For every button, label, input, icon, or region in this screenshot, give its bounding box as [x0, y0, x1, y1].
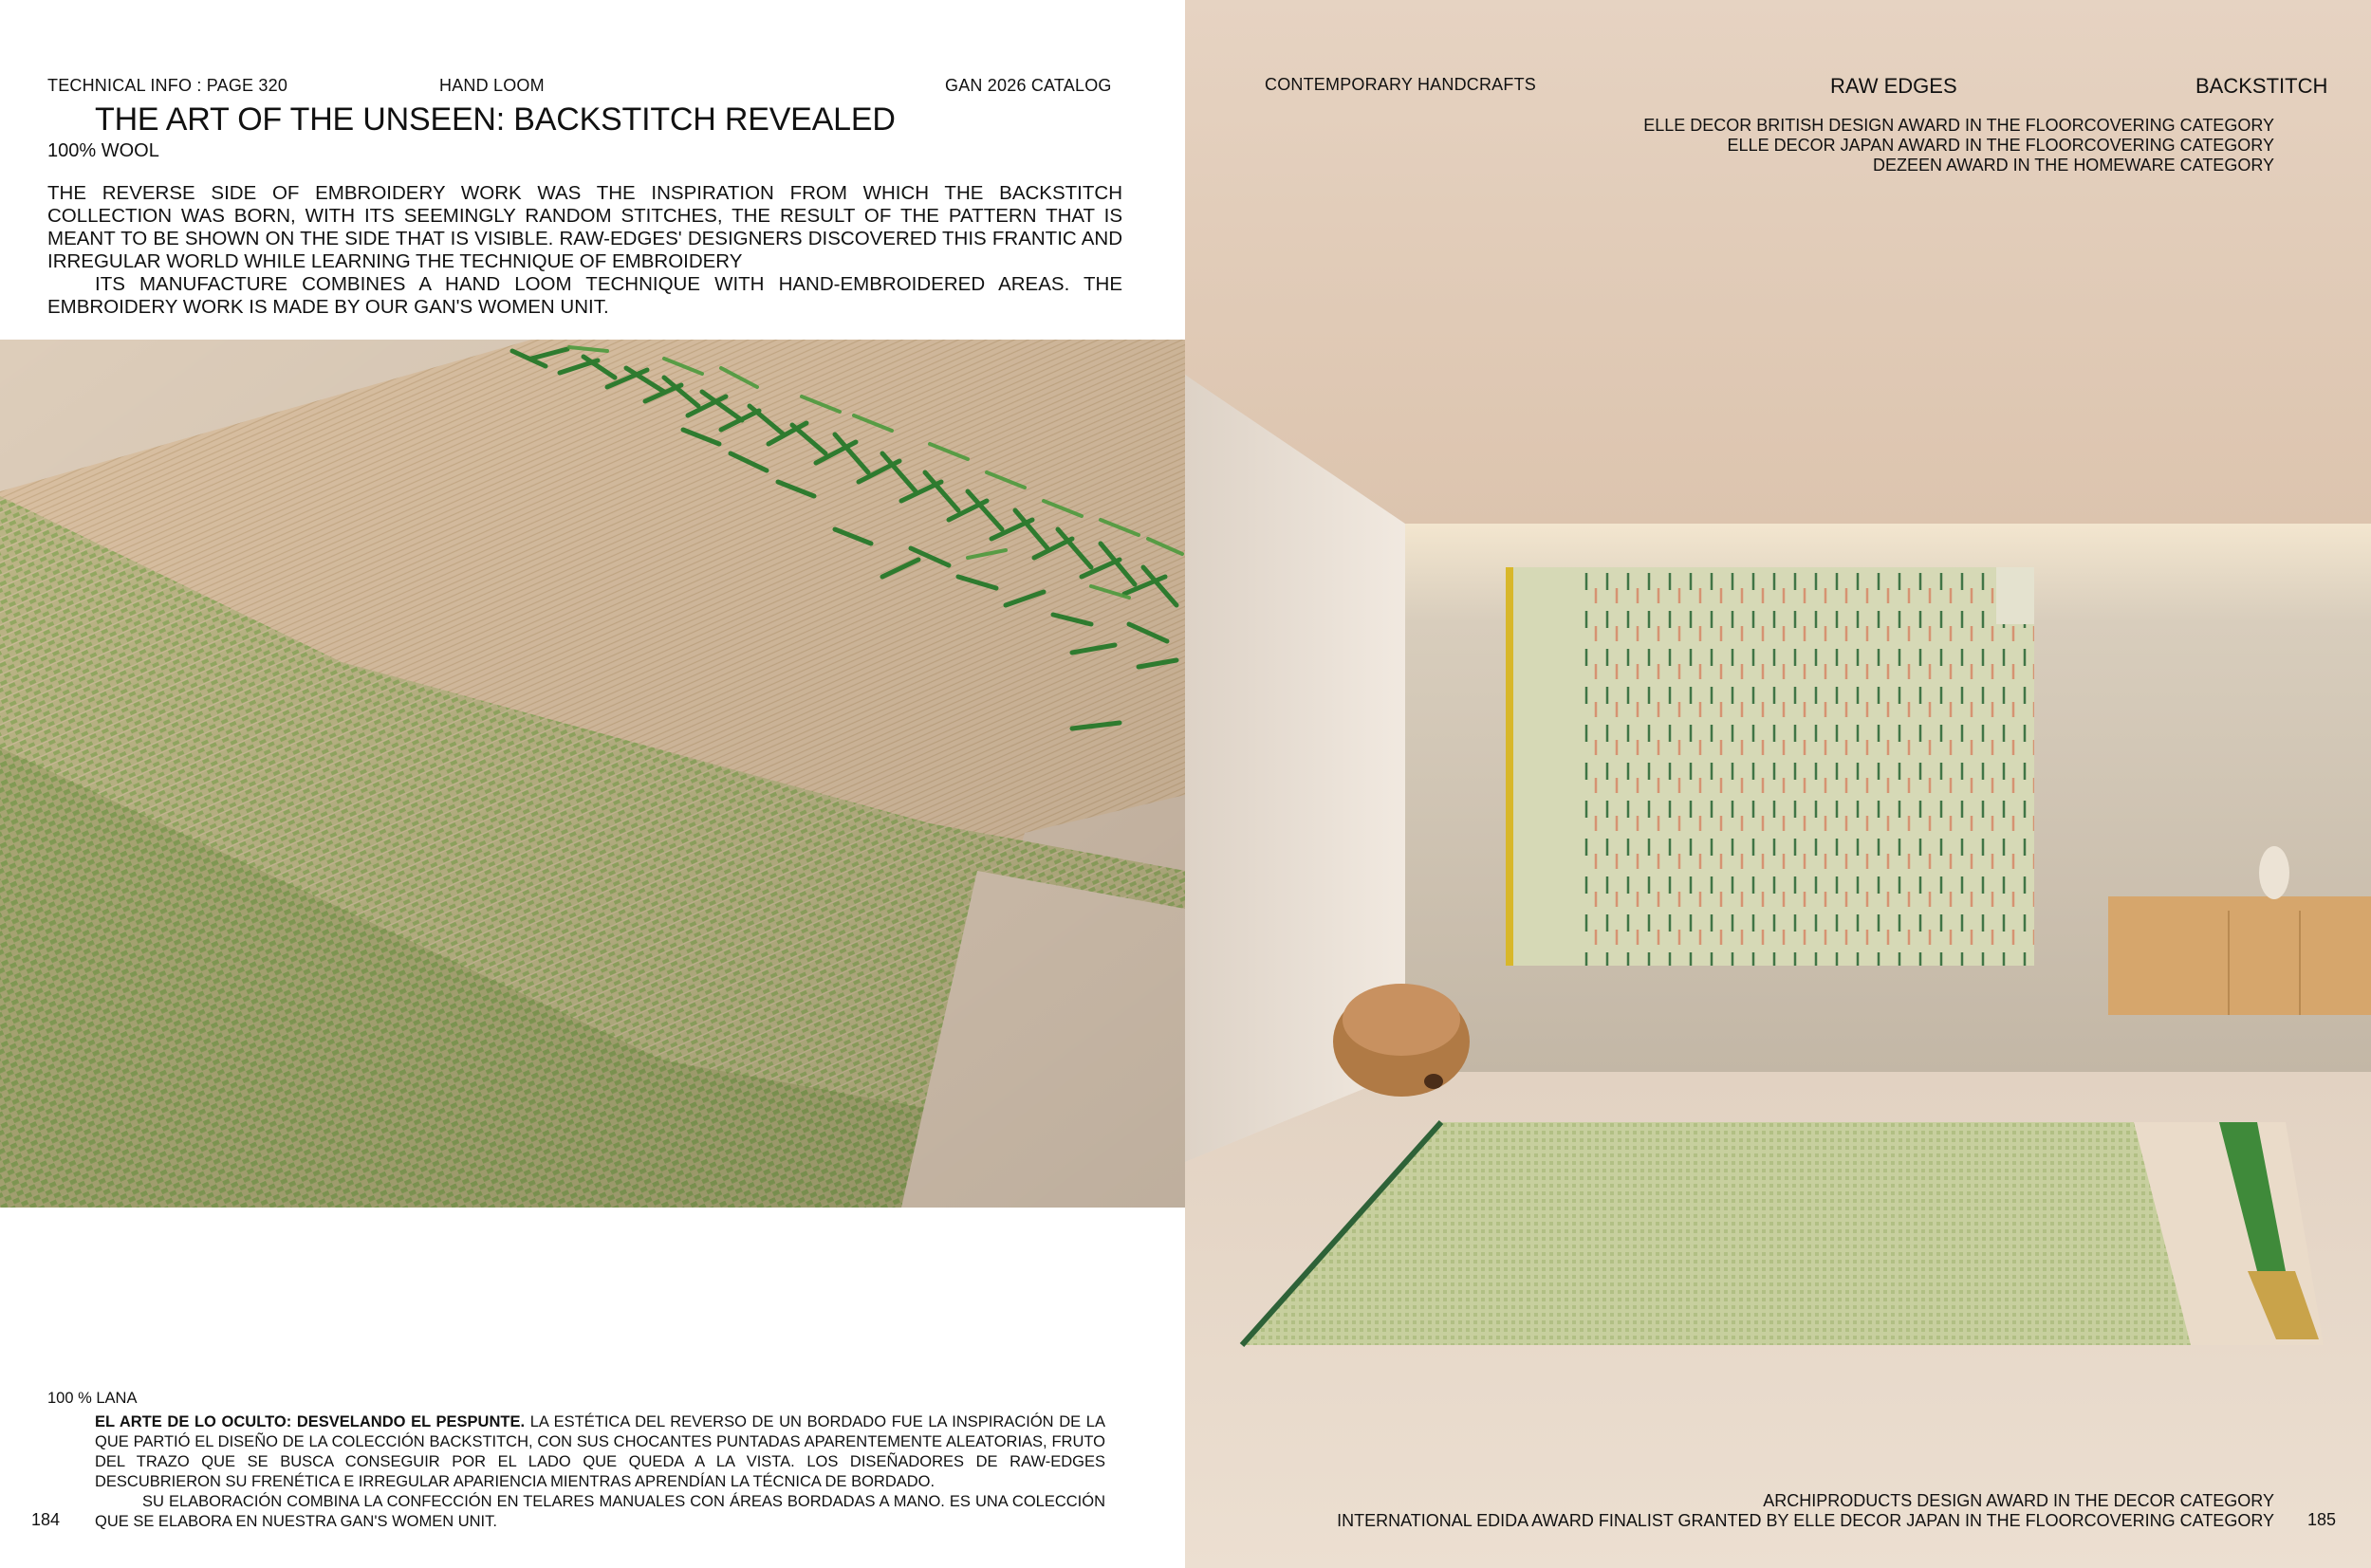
- page-title: THE ART OF THE UNSEEN: BACKSTITCH REVEALED: [95, 101, 896, 138]
- collection-label: BACKSTITCH: [2195, 74, 2328, 98]
- technical-info-label: TECHNICAL INFO : PAGE 320: [47, 76, 288, 95]
- spanish-paragraph-1: [95, 1412, 1105, 1492]
- page-number-right: 185: [2307, 1510, 2337, 1529]
- page-number-left: 184: [31, 1510, 61, 1529]
- award-item: INTERNATIONAL EDIDA AWARD FINALIST GRANTED BY ELLE DECOR JAPAN IN THE FLOORCOVERING CATEGORY: [1337, 1511, 2274, 1530]
- catalog-label: GAN 2026 CATALOG: [945, 76, 1112, 95]
- english-description: [47, 182, 1122, 319]
- award-item: ELLE DECOR JAPAN AWARD IN THE FLOORCOVERING CATEGORY: [1727, 136, 2274, 155]
- designer-label: RAW EDGES: [1830, 74, 1957, 98]
- left-page: [0, 0, 1185, 1568]
- award-item: ELLE DECOR BRITISH DESIGN AWARD IN THE FLOORCOVERING CATEGORY: [1643, 116, 2274, 135]
- awards-top-list: [1643, 116, 2274, 175]
- material-label-es: 100 % LANA: [47, 1390, 138, 1407]
- english-paragraph-2: ITS MANUFACTURE COMBINES A HAND LOOM TECHNIQUE WITH HAND-EMBROIDERED AREAS. THE EMBROIDERY WORK IS MADE BY OUR GAN'S WOMEN UNIT.: [47, 273, 1122, 318]
- technique-label: HAND LOOM: [439, 76, 545, 95]
- spanish-paragraph-2: SU ELABORACIÓN COMBINA LA CONFECCIÓN EN TELARES MANUALES CON ÁREAS BORDADAS A MANO. ES UNA COLECCIÓN QUE SE ELABORA EN NUESTRA GAN'S WOMEN UNIT.: [95, 1493, 1105, 1530]
- spanish-lead-heading: EL ARTE DE LO OCULTO: DESVELANDO EL PESPUNTE.: [95, 1413, 526, 1430]
- spanish-paragraph-1-text: LA ESTÉTICA DEL REVERSO DE UN BORDADO FUE LA INSPIRACIÓN DE LA QUE PARTIÓ EL DISEÑO DE LA COLECCIÓN BACKSTITCH, CON SUS CHOCANTES PUNTADAS APARENTEMENTE ALEATORIAS, FRUTO DEL TRAZO QUE SE BUSCA CONSEGUIR POR EL LADO QUE QUEDA A LA VISTA. LOS DISEÑADORES DE RAW-EDGES DESCUBRIERON SU FRENÉTICA E IRREGULAR APARIENCIA MIENTRAS APRENDÍAN LA TÉCNICA DE BORDADO.: [95, 1413, 1105, 1490]
- award-item: ARCHIPRODUCTS DESIGN AWARD IN THE DECOR CATEGORY: [1763, 1491, 2274, 1510]
- rug-closeup-photo: [0, 340, 1185, 1208]
- award-item: DEZEEN AWARD IN THE HOMEWARE CATEGORY: [1872, 156, 2274, 175]
- right-page: [1185, 0, 2371, 1568]
- spanish-description: [95, 1412, 1105, 1532]
- material-label: 100% WOOL: [47, 140, 159, 161]
- room-photo: [1185, 0, 2371, 1568]
- awards-bottom-list: [1337, 1491, 2274, 1531]
- english-paragraph-1: THE REVERSE SIDE OF EMBROIDERY WORK WAS THE INSPIRATION FROM WHICH THE BACKSTITCH COLLECTION WAS BORN, WITH ITS SEEMINGLY RANDOM STITCHES, THE RESULT OF THE PATTERN THAT IS MEANT TO BE SHOWN ON THE SIDE THAT IS VISIBLE. RAW-EDGES' DESIGNERS DISCOVERED THIS FRANTIC AND IRREGULAR WORLD WHILE LEARNING THE TECHNIQUE OF EMBROIDERY: [47, 182, 1122, 272]
- category-label: CONTEMPORARY HANDCRAFTS: [1265, 75, 1536, 94]
